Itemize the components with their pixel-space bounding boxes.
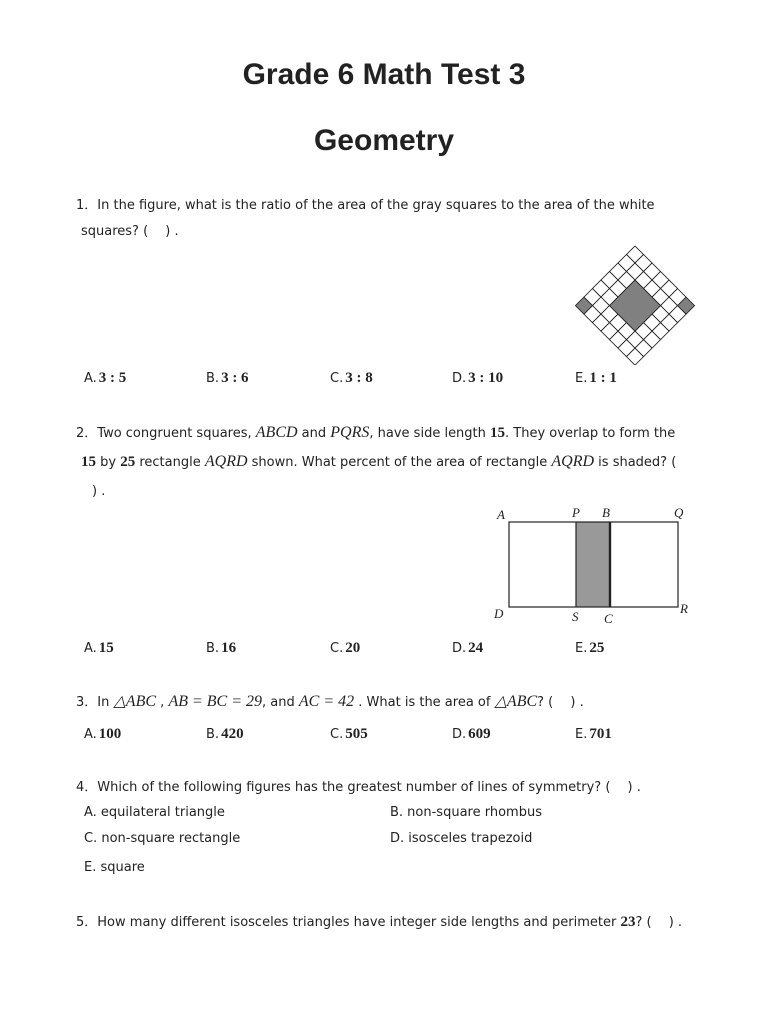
page-title: Grade 6 Math Test 3 <box>242 58 526 91</box>
question-1-choice-b[interactable]: B. 3 : 6 <box>206 370 249 386</box>
q3-text: ? ( ) . <box>537 695 584 710</box>
question-2-line-1 <box>76 419 675 448</box>
q2-width: 15 <box>81 454 96 470</box>
question-2-line-2 <box>81 448 676 477</box>
question-2-number: 2． <box>76 426 98 441</box>
q2-side-length: 15 <box>490 425 506 441</box>
q3-text: . What is the area of <box>354 695 495 710</box>
question-2-choice-b[interactable]: B. 16 <box>206 640 237 656</box>
question-1-choices <box>84 370 704 390</box>
label-q: Q <box>674 505 684 520</box>
question-3-choices <box>84 726 704 746</box>
q2-text: is shaded? ( <box>594 455 677 470</box>
question-2-choice-e[interactable]: E. 25 <box>575 640 605 656</box>
question-5-text: How many different isosceles triangles have integer side lengths and perimeter <box>97 915 621 930</box>
question-2-choice-d[interactable]: D. 24 <box>452 640 484 656</box>
q3-triangle: △ABC <box>113 693 157 710</box>
question-3-line-1 <box>76 688 584 717</box>
question-1-choice-e[interactable]: E. 1 : 1 <box>575 370 617 386</box>
q3-equation-2: AC = 42 <box>298 693 355 710</box>
label-b: B <box>602 505 610 520</box>
label-s: S <box>572 609 579 624</box>
question-1-choice-a[interactable]: A. 3 : 5 <box>84 370 127 386</box>
question-5-text: ? ( ) . <box>635 915 683 930</box>
q3-text: , <box>156 695 169 710</box>
section-title: Geometry <box>313 124 455 157</box>
question-3-choice-e[interactable]: E. 701 <box>575 726 612 742</box>
question-3-choice-b[interactable]: B. 420 <box>206 726 244 742</box>
question-5-line-1 <box>76 908 682 937</box>
label-p: P <box>572 505 580 520</box>
question-4-choice-b[interactable]: B. non-square rhombus <box>390 805 542 820</box>
q2-text: and <box>297 426 331 441</box>
question-1-diamond-figure <box>570 243 700 365</box>
shaded-region <box>576 522 610 607</box>
question-3-choice-d[interactable]: D. 609 <box>452 726 491 742</box>
q3-text: In <box>97 695 114 710</box>
question-3-number: 3． <box>76 695 98 710</box>
question-2-choice-a[interactable]: A. 15 <box>84 640 114 656</box>
question-4-number: 4． <box>76 780 98 795</box>
label-d: D <box>494 606 504 621</box>
q2-text: Two congruent squares, <box>97 426 256 441</box>
question-4-text: Which of the following figures has the greatest number of lines of symmetry? ( ) . <box>97 780 641 795</box>
q2-pqrs: PQRS <box>330 424 370 441</box>
question-2-rectangle-figure <box>492 505 702 627</box>
question-1-choice-d[interactable]: D. 3 : 10 <box>452 370 504 386</box>
question-4-line-1 <box>76 774 641 802</box>
q5-perimeter: 23 <box>620 914 636 930</box>
question-3-choice-c[interactable]: C. 505 <box>330 726 368 742</box>
q2-abcd: ABCD <box>255 424 298 441</box>
q2-aqrd: AQRD <box>204 453 248 470</box>
label-c: C <box>604 611 613 626</box>
question-4-choice-e[interactable]: E. square <box>84 860 145 875</box>
question-1-choice-c[interactable]: C. 3 : 8 <box>330 370 373 386</box>
question-1-text-line-2: squares? ( ) . <box>81 224 179 239</box>
question-4-choice-a[interactable]: A. equilateral triangle <box>84 805 225 820</box>
q2-text: , have side length <box>369 426 491 441</box>
question-4-choice-d[interactable]: D. isosceles trapezoid <box>390 831 533 846</box>
q3-equation-1: AB = BC = 29 <box>168 693 263 710</box>
question-2-choices <box>84 640 704 660</box>
q2-text: . They overlap to form the <box>505 426 676 441</box>
question-2-choice-c[interactable]: C. 20 <box>330 640 361 656</box>
q2-text: rectangle <box>135 455 205 470</box>
question-5-number: 5． <box>76 915 98 930</box>
q2-length: 25 <box>120 454 136 470</box>
q2-text: shown. What percent of the area of rectangle <box>247 455 552 470</box>
question-1-line-1 <box>76 192 655 220</box>
q2-aqrd: AQRD <box>551 453 595 470</box>
question-2-line-3: ) . <box>92 484 106 499</box>
q3-triangle: △ABC <box>494 693 538 710</box>
question-1-text-line-1: In the figure, what is the ratio of the area of the gray squares to the area of the white <box>97 198 655 213</box>
label-a: A <box>497 507 505 522</box>
q2-text: by <box>96 455 121 470</box>
q3-text: , and <box>262 695 299 710</box>
question-4-choice-c[interactable]: C. non-square rectangle <box>84 831 241 846</box>
label-r: R <box>680 601 688 616</box>
question-1-number: 1． <box>76 198 98 213</box>
question-3-choice-a[interactable]: A. 100 <box>84 726 122 742</box>
